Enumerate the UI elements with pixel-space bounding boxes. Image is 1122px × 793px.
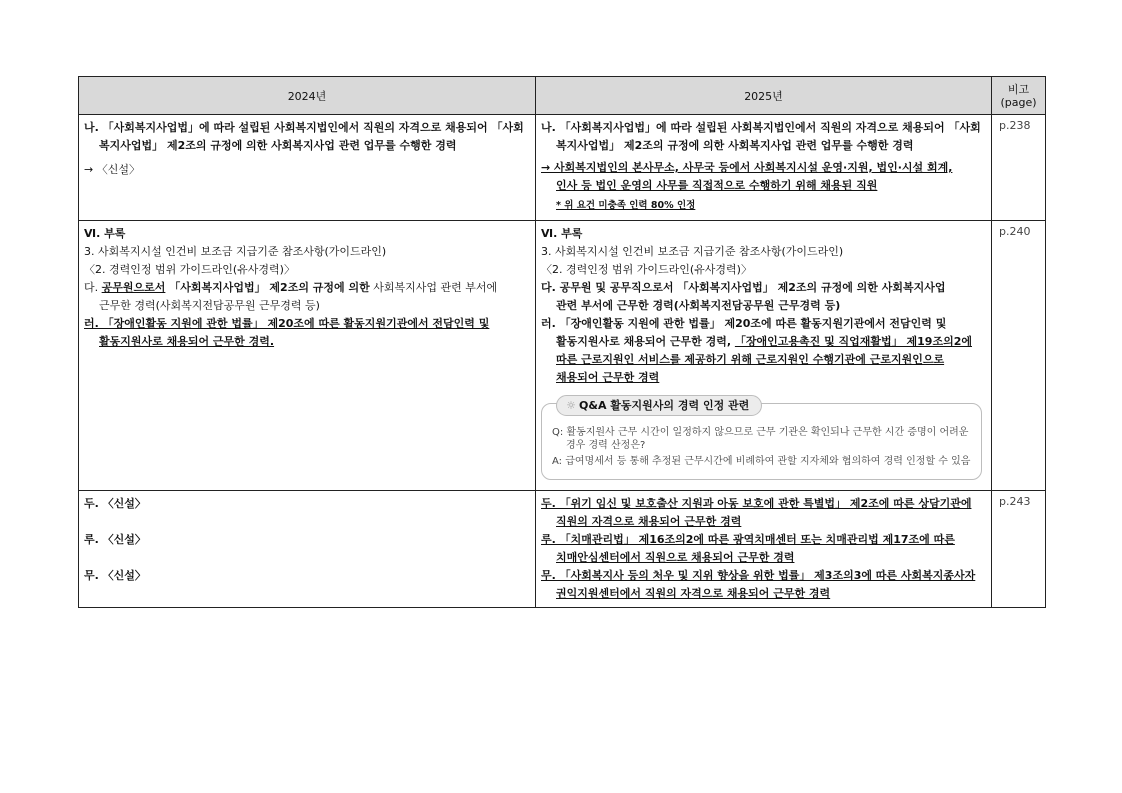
- header-2024: 2024년: [79, 77, 536, 115]
- right-ra-line2a: 활동지원사로 채용되어 근무한 경력,: [556, 335, 735, 348]
- cell-page: [992, 491, 1046, 608]
- right-item-na-addition: [541, 159, 986, 195]
- section-title: Ⅵ. 부록: [541, 227, 583, 240]
- qa-title: Q&A 활동지원사의 경력 인정 관련: [579, 399, 750, 412]
- table-row: [79, 115, 1046, 221]
- section-subtitle: 3. 사회복지시설 인건비 보조금 지급기준 참조사항(가이드라인): [84, 245, 387, 258]
- comparison-table: [78, 76, 1046, 608]
- right-item-mu: [541, 567, 986, 603]
- page-ref: p.243: [999, 495, 1031, 508]
- left-da-mid: 「사회복지사업법」 제2조의 규정에 의한: [165, 281, 370, 294]
- right-mu-line1: 무. 「사회복지사 등의 처우 및 지위 향상을 위한 법률」 제3조의3에 따른 사회복지종사자: [541, 569, 976, 582]
- right-ra-line1: 러. 「장애인활동 지원에 관한 법률」 제20조에 따른 활동지원기관에서 전담인력 및: [541, 317, 947, 330]
- section-guideline: 〈2. 경력인정 범위 가이드라인(유사경력)〉: [541, 263, 752, 276]
- left-da-prefix: 다.: [84, 281, 102, 294]
- header-note-line1: 비고: [1007, 82, 1030, 96]
- cell-page: [992, 115, 1046, 221]
- right-addition-line1: → 사회복지법인의 본사무소, 사무국 등에서 사회복지시설 운영·지원, 법인·시설 회계,: [541, 161, 953, 174]
- right-ru-line2: 치매안심센터에서 직원으로 채용되어 근무한 경력: [556, 551, 795, 564]
- left-new-marker: → 〈신설〉: [84, 163, 140, 176]
- right-da-line2: 관련 부서에 근무한 경력(사회복지전담공무원 근무경력 등): [556, 299, 841, 312]
- right-ra-line2b: 「장애인고용촉진 및 직업재활법」 제19조의2에: [734, 335, 972, 348]
- page-ref: p.238: [999, 119, 1031, 132]
- left-ra-line2: 활동지원사로 채용되어 근무한 경력.: [99, 335, 275, 348]
- right-item-na-line2: 복지사업법」 제2조의 규정에 의한 사회복지사업 관련 업무를 수행한 경력: [556, 139, 914, 152]
- right-mu-line2: 권익지원센터에서 직원의 자격으로 채용되어 근무한 경력: [556, 587, 831, 600]
- right-du-line1: 두. 「위기 임신 및 보호출산 지원과 아동 보호에 관한 특별법」 제2조에 따른 상담기관에: [541, 497, 972, 510]
- table-header-row: [79, 77, 1046, 115]
- left-item-ra: [84, 315, 530, 351]
- right-item-ru: [541, 531, 986, 567]
- left-item-mu: 무. 〈신설〉: [84, 569, 146, 582]
- right-ra-line3: 따른 근로지원인 서비스를 제공하기 위해 근로지원인 수행기관에 근로지원인으로: [556, 353, 945, 366]
- section-guideline: 〈2. 경력인정 범위 가이드라인(유사경력)〉: [84, 263, 295, 276]
- qa-box: [541, 399, 982, 480]
- right-item-na: [541, 119, 986, 155]
- lightbulb-icon: ☼: [566, 399, 576, 412]
- right-item-du: [541, 495, 986, 531]
- right-ru-line1: 루. 「치매관리법」 제16조의2에 따른 광역치매센터 또는 치매관리법 제17조에 따른: [541, 533, 955, 546]
- header-2025: 2025년: [536, 77, 992, 115]
- left-item-du: 두. 〈신설〉: [84, 497, 146, 510]
- left-item-na: [84, 119, 530, 155]
- section-subtitle: 3. 사회복지시설 인건비 보조금 지급기준 참조사항(가이드라인): [541, 245, 844, 258]
- right-addition-line2: 인사 등 법인 운영의 사무를 직접적으로 수행하기 위해 채용된 직원: [556, 179, 878, 192]
- cell-2024: [79, 115, 536, 221]
- left-da-line2: 근무한 경력(사회복지전담공무원 근무경력 등): [99, 299, 320, 312]
- cell-2025: [536, 115, 992, 221]
- table-row: [79, 491, 1046, 608]
- left-item-na-line1: 나. 「사회복지사업법」에 따라 설립된 사회복지법인에서 직원의 자격으로 채용되어 「사회: [84, 121, 524, 134]
- right-item-ra: [541, 315, 986, 387]
- header-note: [992, 77, 1046, 115]
- left-da-bold: 공무원으로서: [101, 281, 166, 294]
- qa-title-pill: [556, 395, 762, 416]
- qa-question: Q: 활동지원사 근무 시간이 일정하지 않으므로 근무 기관은 확인되나 근무한 시간 증명이 어려운 경우 경력 산정은?: [552, 427, 969, 451]
- right-item-da: [541, 279, 986, 315]
- left-item-da: [84, 279, 530, 315]
- cell-2025: [536, 491, 992, 608]
- cell-page: [992, 221, 1046, 491]
- left-da-rest: 사회복지사업 관련 부서에: [369, 281, 498, 294]
- left-item-na-line2: 복지사업법」 제2조의 규정에 의한 사회복지사업 관련 업무를 수행한 경력: [99, 139, 457, 152]
- left-item-ru: 루. 〈신설〉: [84, 533, 146, 546]
- right-da-line1: 다. 공무원 및 공무직으로서 「사회복지사업법」 제2조의 규정에 의한 사회복지사업: [541, 281, 946, 294]
- header-note-line2: (page): [1000, 95, 1037, 109]
- cell-2024: [79, 491, 536, 608]
- table-row: [79, 221, 1046, 491]
- qa-answer: A: 급여명세서 등 통해 추정된 근무시간에 비례하여 관할 지자체와 협의하여 경력 인정할 수 있음: [552, 456, 971, 467]
- right-ra-line4: 채용되어 근무한 경력: [556, 371, 660, 384]
- cell-2025: [536, 221, 992, 491]
- page-ref: p.240: [999, 225, 1031, 238]
- left-ra-line1: 러. 「장애인활동 지원에 관한 법률」 제20조에 따른 활동지원기관에서 전담인력 및: [84, 317, 490, 330]
- right-footnote: * 위 요건 미충족 인력 80% 인정: [556, 200, 696, 211]
- right-item-na-line1: 나. 「사회복지사업법」에 따라 설립된 사회복지법인에서 직원의 자격으로 채용되어 「사회: [541, 121, 981, 134]
- cell-2024: [79, 221, 536, 491]
- section-title: Ⅵ. 부록: [84, 227, 126, 240]
- right-du-line2: 직원의 자격으로 채용되어 근무한 경력: [556, 515, 742, 528]
